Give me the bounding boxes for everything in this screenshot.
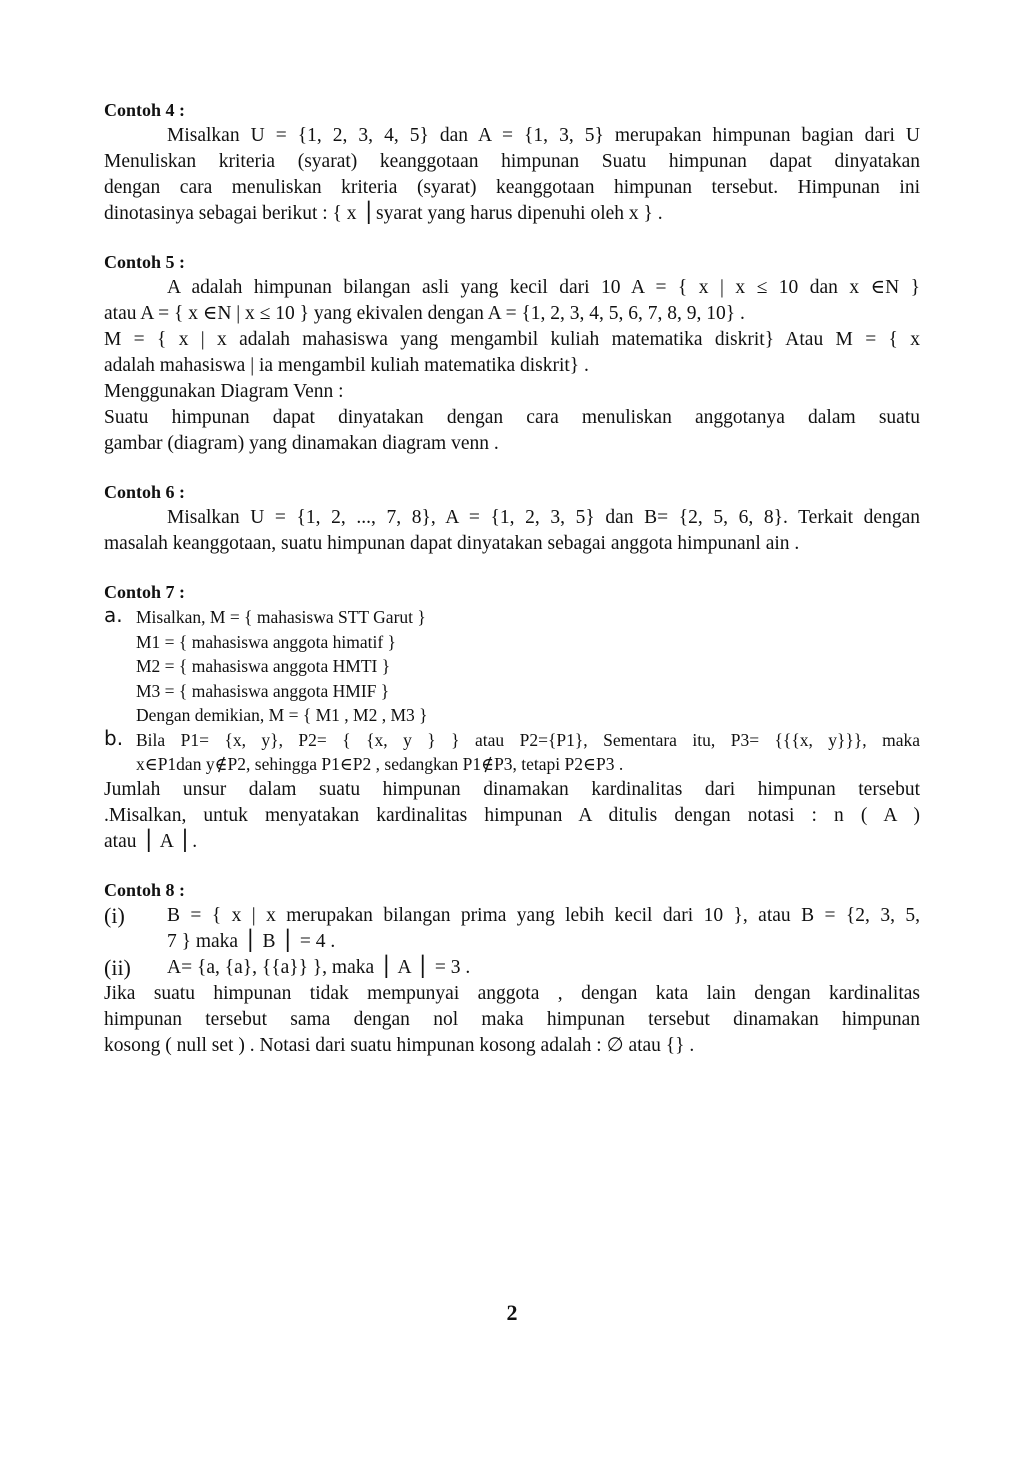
list-line: M3 = { mahasiswa anggota HMIF } [136,680,390,701]
contoh-4-heading: Contoh 4 : [104,100,186,120]
contoh-5-line: adalah mahasiswa | ia mengambil kuliah matematika diskrit} . [104,355,589,376]
list-marker-i: (i) [104,902,125,928]
contoh-7-section [104,579,920,855]
list-item-a [104,605,920,728]
list-line: M1 = { mahasiswa anggota himatif } [136,631,396,652]
contoh-6-line: Misalkan U = {1, 2, ..., 7, 8}, A = {1, 2, 3, 5} dan B= {2, 5, 6, 8}. Terkait dengan [167,507,920,528]
contoh-5-heading: Contoh 5 : [104,252,186,272]
contoh-5-section [104,249,920,457]
contoh-5-line: atau A = { x ∈N | x ≤ 10 } yang ekivalen dengan A = {1, 2, 3, 4, 5, 6, 7, 8, 9, 10} . [104,303,745,324]
document-page [104,97,920,1059]
page-number: 2 [506,1300,518,1325]
contoh-4-line: Menuliskan kriteria (syarat) keanggotaan himpunan Suatu himpunan dapat dinyatakan [104,151,920,172]
contoh-6-line: masalah keanggotaan, suatu himpunan dapat dinyatakan sebagai anggota himpunanl ain . [104,533,800,554]
list-line: M2 = { mahasiswa anggota HMTI } [136,656,391,676]
list-line: Dengan demikian, M = { M1 , M2 , M3 } [136,705,428,725]
list-line: Bila P1= {x, y}, P2= { {x, y } } atau P2={P1}, Sementara itu, P3= {{{x, y}}}, maka [136,729,920,750]
list-item-i [104,903,920,955]
list-marker-ii: (ii) [104,954,131,980]
contoh-5-line: gambar (diagram) yang dinamakan diagram venn . [104,433,499,454]
contoh-4-line: Misalkan U = {1, 2, 3, 4, 5} dan A = {1, 3, 5} merupakan himpunan bagian dari U [167,125,920,146]
kardinalitas-line: Jumlah unsur dalam suatu himpunan dinamakan kardinalitas dari himpunan tersebut [104,778,920,800]
contoh-4-line: dengan cara menuliskan kriteria (syarat) keanggotaan himpunan tersebut. Himpunan ini [104,177,920,198]
himpunan-kosong-line: himpunan tersebut sama dengan nol maka himpunan tersebut dinamakan himpunan [104,1008,920,1030]
contoh-8-section [104,877,920,1059]
list-line: x∈P1dan y∉P2, sehingga P1∈P2 , sedangkan P1∉P3, tetapi P2∈P3 . [136,754,624,774]
kardinalitas-line: atau ⎪ A ⎪. [104,830,198,852]
list-item-b [104,725,920,777]
list-item-ii [104,955,920,981]
contoh-4-section [104,97,920,227]
list-line: A= {a, {a}, {{a}} }, maka ⎪ A ⎪ = 3 . [167,956,471,978]
list-marker-a: a. [104,603,123,627]
contoh-6-heading: Contoh 6 : [104,482,186,502]
contoh-4-line: dinotasinya sebagai berikut : { x ⎪syarat yang harus dipenuhi oleh x } . [104,203,663,224]
contoh-7-heading: Contoh 7 : [104,582,186,602]
himpunan-kosong-line: kosong ( null set ) . Notasi dari suatu himpunan kosong adalah : ∅ atau {} . [104,1034,695,1056]
contoh-5-line: A adalah himpunan bilangan asli yang kecil dari 10 A = { x | x ≤ 10 dan x ∈N } [167,277,920,298]
contoh-5-line: Suatu himpunan dapat dinyatakan dengan cara menuliskan anggotanya dalam suatu [104,407,920,428]
kardinalitas-line: .Misalkan, untuk menyatakan kardinalitas himpunan A ditulis dengan notasi : n ( A ) [104,804,920,826]
list-line: Misalkan, M = { mahasiswa STT Garut } [136,607,426,627]
contoh-8-heading: Contoh 8 : [104,879,186,900]
venn-subheading: Menggunakan Diagram Venn : [104,381,344,402]
list-line: B = { x | x merupakan bilangan prima yang lebih kecil dari 10 }, atau B = {2, 3, 5, [167,904,920,926]
contoh-5-line: M = { x | x adalah mahasiswa yang mengambil kuliah matematika diskrit} Atau M = { x [104,329,920,350]
list-marker-b: b. [104,725,124,750]
list-line: 7 } maka ⎪ B ⎪ = 4 . [167,930,336,952]
himpunan-kosong-line: Jika suatu himpunan tidak mempunyai anggota , dengan kata lain dengan kardinalitas [104,982,920,1004]
contoh-6-section [104,479,920,557]
